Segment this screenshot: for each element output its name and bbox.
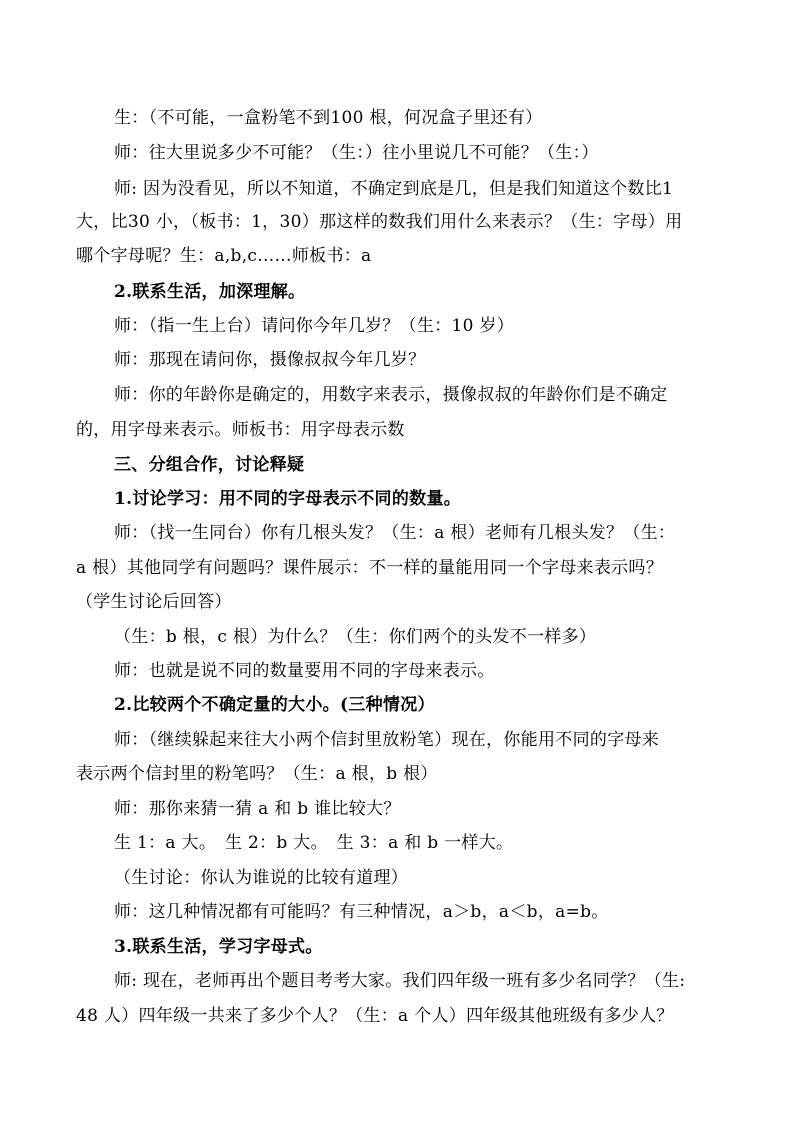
section-heading: 2.比较两个不确定量的大小。(三种情况） — [114, 695, 435, 715]
text-line: （生讨论：你认为谁说的比较有道理） — [114, 868, 409, 888]
section-heading: 2.联系生活，加深理解。 — [114, 282, 306, 302]
text-line: 师：（指一生上台）请问你今年几岁？（生：10 岁） — [114, 316, 515, 336]
text-line: 师：也就是说不同的数量要用不同的字母来表示。 — [114, 661, 495, 681]
text-line: 哪个字母呢？生：a,b,c……师板书：a — [76, 246, 372, 266]
text-line: 生：（不可能，一盒粉笔不到100 根，何况盒子里还有） — [114, 108, 543, 128]
section-heading: 1.讨论学习：用不同的字母表示不同的数量。 — [114, 489, 462, 509]
text-line: 师: 因为没看见，所以不知道，不确定到底是几，但是我们知道这个数比1 — [114, 179, 674, 199]
text-line: 大，比30 小，（板书：1，30）那这样的数我们用什么来表示？（生：字母）用 — [76, 212, 683, 232]
text-line: 师：那现在请问你，摄像叔叔今年几岁？ — [114, 350, 426, 370]
text-line: 师：你的年龄你是确定的，用数字来表示，摄像叔叔的年龄你们是不确定 — [114, 385, 668, 405]
text-line: （生：b 根，c 根）为什么？（生：你们两个的头发不一样多） — [114, 627, 597, 647]
section-heading: 三、分组合作，讨论释疑 — [114, 455, 305, 475]
text-line: 的，用字母来表示。师板书：用字母表示数 — [76, 420, 405, 440]
text-line: 师: 现在，老师再出个题目考考大家。我们四年级一班有多少名同学？（生: — [114, 971, 686, 991]
section-heading: 3.联系生活，学习字母式。 — [114, 937, 323, 957]
text-line: 师：（继续躲起来往大小两个信封里放粉笔）现在，你能用不同的字母来 — [114, 730, 660, 750]
text-line: a 根）其他同学有问题吗？课件展示：不一样的量能用同一个字母来表示吗？ — [76, 558, 664, 578]
text-line: 表示两个信封里的粉笔吗？（生：a 根，b 根） — [76, 764, 438, 784]
text-line: 师：往大里说多少不可能？（生：）往小里说几不可能？（生：） — [114, 143, 599, 163]
text-line: 48 人）四年级一共来了多少个人？（生：a 个人）四年级其他班级有多少人？ — [76, 1006, 674, 1026]
text-line: 师：这几种情况都有可能吗？有三种情况，a＞b，a＜b，a=b。 — [114, 902, 609, 922]
text-line: （学生讨论后回答） — [76, 592, 232, 612]
text-line: 生 1：a 大。 生 2：b 大。 生 3：a 和 b 一样大。 — [114, 833, 514, 853]
text-line: 师：（找一生同台）你有几根头发？（生：a 根）老师有几根头发？（生： — [114, 523, 676, 543]
text-line: 师：那你来猜一猜 a 和 b 谁比较大？ — [114, 799, 401, 819]
